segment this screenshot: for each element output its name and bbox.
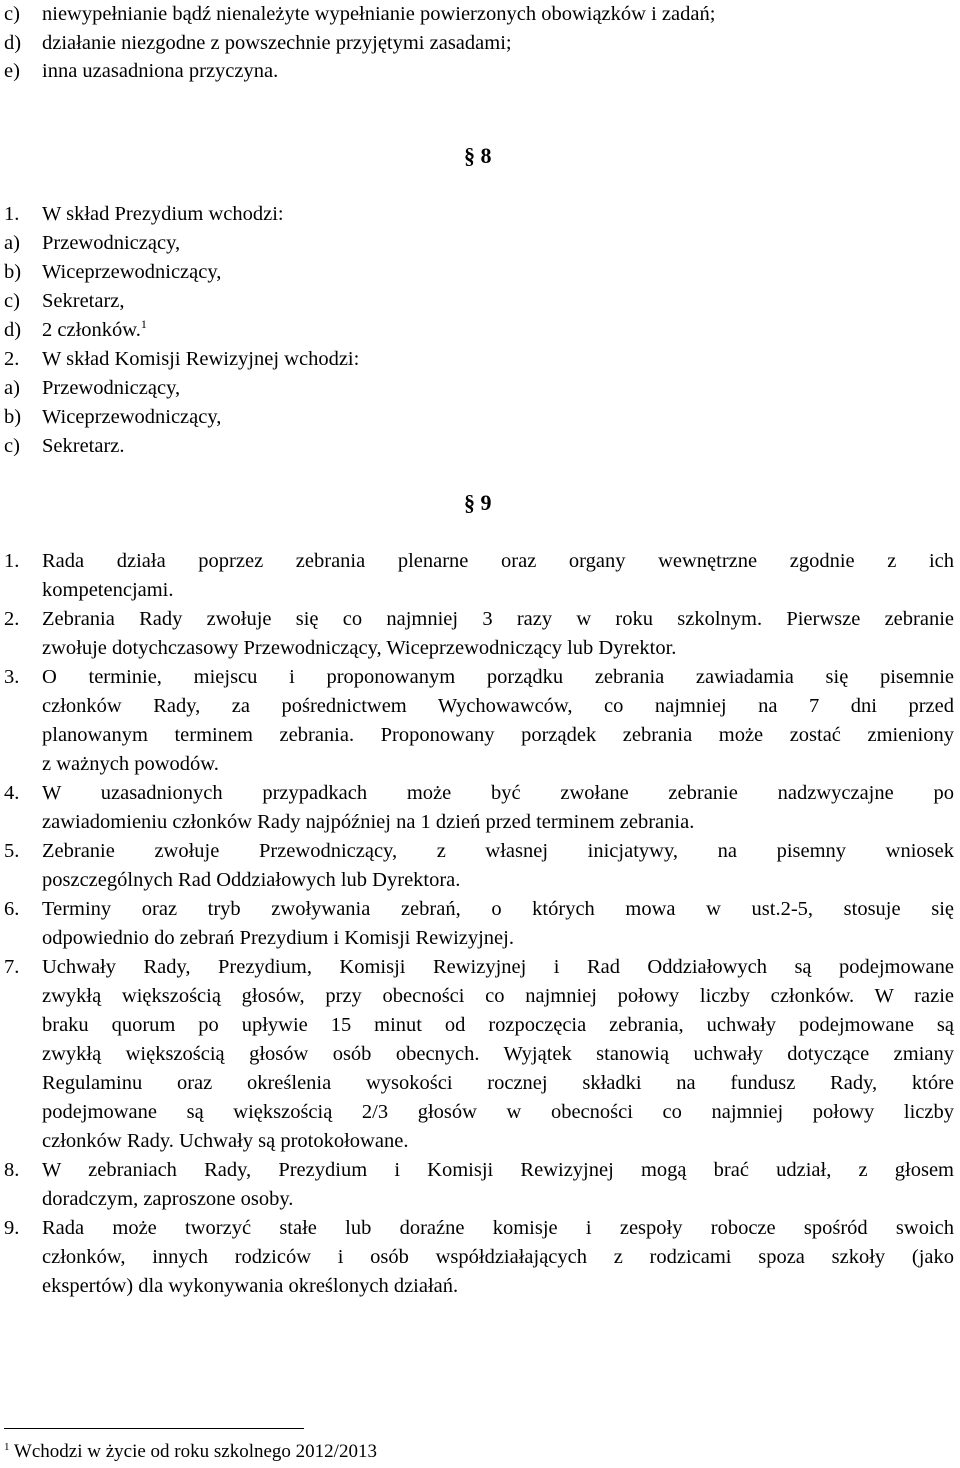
paragraph-number: 1. [4,203,20,225]
footnote [4,1440,377,1464]
list-label: d) [4,32,22,54]
list-text: Przewodniczący, [42,232,181,254]
list-text: 2 członków. [42,319,141,341]
paragraph-text: W zebraniach Rady, Prezydium i Komisji Rewizyjnej mogą brać udział, z głosem [42,1159,954,1181]
list-text: Sekretarz. [42,435,125,457]
list-label: d) [4,319,22,341]
paragraph-text: W uzasadnionych przypadkach może być zwołane zebranie nadzwyczajne po [42,782,954,804]
paragraph-text: doradczym, zaproszone osoby. [42,1188,294,1210]
paragraph-number: 2. [4,348,20,370]
footnote-reference[interactable]: 1 [140,317,147,331]
paragraph-number: 4. [4,782,20,804]
list-text: działanie niezgodne z powszechnie przyjętymi zasadami; [42,32,512,54]
paragraph-text: Uchwały Rady, Prezydium, Komisji Rewizyjnej i Rad Oddziałowych są podejmowane [42,956,954,978]
paragraph-text: kompetencjami. [42,579,174,601]
paragraph-text: O terminie, miejscu i proponowanym porządku zebrania zawiadamia się pisemnie [42,666,954,688]
paragraph-text: Regulaminu oraz określenia wysokości rocznej składki na fundusz Rady, które [42,1072,954,1094]
list-label: c) [4,435,20,457]
paragraph-text: członków Rady, za pośrednictwem Wychowawców, co najmniej na 7 dni przed [42,695,954,717]
paragraph-number: 3. [4,666,20,688]
list-label: a) [4,232,20,254]
paragraph-text: Zebrania Rady zwołuje się co najmniej 3 razy w roku szkolnym. Pierwsze zebranie [42,608,954,630]
paragraph-text: zawiadomieniu członków Rady najpóźniej na 1 dzień przed terminem zebrania. [42,811,695,833]
paragraph-text: odpowiednio do zebrań Prezydium i Komisji Rewizyjnej. [42,927,514,949]
paragraph-text: członków, innych rodziców i osób współdziałających z rodzicami spoza szkoły (jako [42,1246,954,1268]
paragraph-number: 8. [4,1159,20,1181]
list-label: a) [4,377,20,399]
paragraph-text: Rada może tworzyć stałe lub doraźne komisje i zespoły robocze spośród swoich [42,1217,954,1239]
paragraph-number: 2. [4,608,20,630]
section-8-heading: § 8 [464,143,492,168]
footnote-text: Wchodzi w życie od roku szkolnego 2012/2013 [13,1441,377,1462]
list-text: Wiceprzewodniczący, [42,406,222,428]
footnote-separator [4,1428,304,1429]
list-text: Wiceprzewodniczący, [42,261,222,283]
paragraph-number: 5. [4,840,20,862]
paragraph-text: Rada działa poprzez zebrania plenarne oraz organy wewnętrzne zgodnie z ich [42,550,954,572]
list-label: b) [4,261,22,283]
paragraph-number: 9. [4,1217,20,1239]
paragraph-text: członków Rady. Uchwały są protokołowane. [42,1130,409,1152]
list-text: Sekretarz, [42,290,125,312]
paragraph-text: W skład Prezydium wchodzi: [42,203,284,225]
paragraph-text: poszczególnych Rad Oddziałowych lub Dyrektora. [42,869,461,891]
paragraph-text: ekspertów) dla wykonywania określonych działań. [42,1275,459,1297]
footnote-mark: 1 [4,1441,10,1453]
paragraph-number: 7. [4,956,20,978]
paragraph-text: z ważnych powodów. [42,753,219,775]
list-text: inna uzasadniona przyczyna. [42,60,279,82]
paragraph-text: zwołuje dotychczasowy Przewodniczący, Wiceprzewodniczący lub Dyrektor. [42,637,677,659]
paragraph-text: Zebranie zwołuje Przewodniczący, z własnej inicjatywy, na pisemny wniosek [42,840,954,862]
paragraph-number: 6. [4,898,20,920]
list-text-with-footnote [42,316,147,345]
list-label: e) [4,60,20,82]
list-text: Przewodniczący, [42,377,181,399]
list-label: b) [4,406,22,428]
list-label: c) [4,290,20,312]
paragraph-text: Terminy oraz tryb zwoływania zebrań, o których mowa w ust.2-5, stosuje się [42,898,954,920]
paragraph-text: podejmowane są większością 2/3 głosów w obecności co najmniej połowy liczby [42,1101,954,1123]
paragraph-text: zwykłą większością głosów osób obecnych. Wyjątek stanowią uchwały dotyczące zmiany [42,1043,954,1065]
paragraph-text: planowanym terminem zebrania. Proponowany porządek zebrania może zostać zmieniony [42,724,954,746]
paragraph-text: W skład Komisji Rewizyjnej wchodzi: [42,348,360,370]
list-text: niewypełnianie bądź nienależyte wypełnianie powierzonych obowiązków i zadań; [42,3,716,25]
paragraph-text: zwykłą większością głosów, przy obecności co najmniej połowy liczby członków. W razie [42,985,954,1007]
paragraph-number: 1. [4,550,20,572]
section-9-heading: § 9 [464,490,492,515]
paragraph-text: braku quorum po upływie 15 minut od rozpoczęcia zebrania, uchwały podejmowane są [42,1014,954,1036]
list-label: c) [4,3,20,25]
